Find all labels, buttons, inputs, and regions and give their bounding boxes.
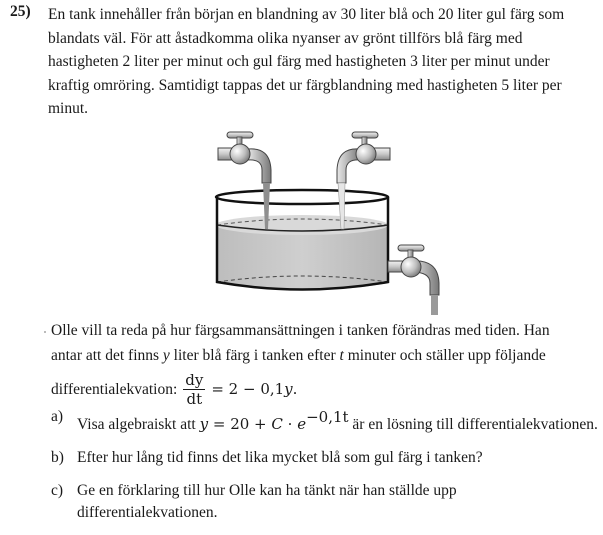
math-y: y [199, 415, 209, 433]
math-dot: · [282, 415, 298, 433]
intro-line: blandats väl. För att åstadkomma olika nyanser av grönt tillförs blå färg med [48, 29, 523, 47]
math-C: C [271, 415, 283, 433]
fraction-denominator: dt [186, 389, 203, 408]
subquestion-text [77, 480, 601, 524]
equation-rhs: = 2 − 0,1 [211, 379, 285, 398]
intro-line: hastigheten 2 liter per minut och gul färg med hastigheten 3 liter per minut under [48, 53, 550, 70]
scan-speck [44, 331, 46, 333]
intro-line: kraftig omröring. Samtidigt tappas det ur färgblandning med hastigheten 5 liter per [48, 76, 562, 94]
subquestion-b [51, 447, 601, 469]
math-fragment: = 20 + [208, 415, 272, 433]
text-fragment: är en lösning till differentialekvationen. [348, 416, 598, 433]
tank [216, 190, 388, 290]
equation-period: . [292, 379, 298, 398]
question-intro [48, 3, 598, 121]
subquestion-text: Efter hur lång tid finns det lika mycket blå som gul färg i tanken? [77, 449, 483, 466]
text-fragment: Visa algebraiskt att [77, 416, 200, 433]
equation-variable-y: y [284, 379, 293, 398]
tap-icon-outlet [388, 245, 439, 315]
equation-label: differentialekvation: [51, 380, 178, 398]
variable-y: y [162, 347, 170, 364]
tap-icon-left-inlet [218, 132, 271, 229]
math-exponent: −0,1t [306, 408, 349, 426]
fraction-numerator: dy [185, 370, 204, 389]
subquestion-label: a) [51, 408, 64, 425]
intro-line: En tank innehåller från början en blandning av 30 liter blå och 20 liter gul färg som [48, 6, 565, 23]
math-e: e [297, 415, 307, 433]
question-number: 25) [10, 3, 31, 20]
subquestion-a [51, 406, 601, 436]
tank-figure [200, 125, 450, 315]
context-line [51, 343, 601, 368]
question-context [51, 318, 601, 413]
text-line: differentialekvationen. [77, 504, 218, 521]
subquestion-label: b) [51, 449, 64, 466]
text-fragment: antar att det finns [51, 347, 163, 364]
context-line: Olle vill ta reda på hur färgsammansättningen i tanken förändras med tiden. Han [51, 322, 550, 339]
derivative-fraction [183, 371, 205, 408]
tank-illustration [200, 125, 450, 315]
text-line: Ge en förklaring till hur Olle kan ha tänkt när han ställde upp [77, 482, 457, 499]
subquestion-c [51, 480, 601, 524]
subquestion-label: c) [51, 482, 64, 499]
subquestion-text [77, 406, 601, 436]
text-fragment: minuter och ställer upp följande [343, 347, 546, 364]
variable-t: t [339, 347, 344, 364]
tap-icon-right-inlet [337, 132, 390, 229]
subquestion-list [51, 406, 601, 535]
intro-line: minut. [48, 100, 89, 117]
text-fragment: liter blå färg i tanken efter [169, 347, 340, 364]
water-stream-outlet [431, 295, 438, 315]
